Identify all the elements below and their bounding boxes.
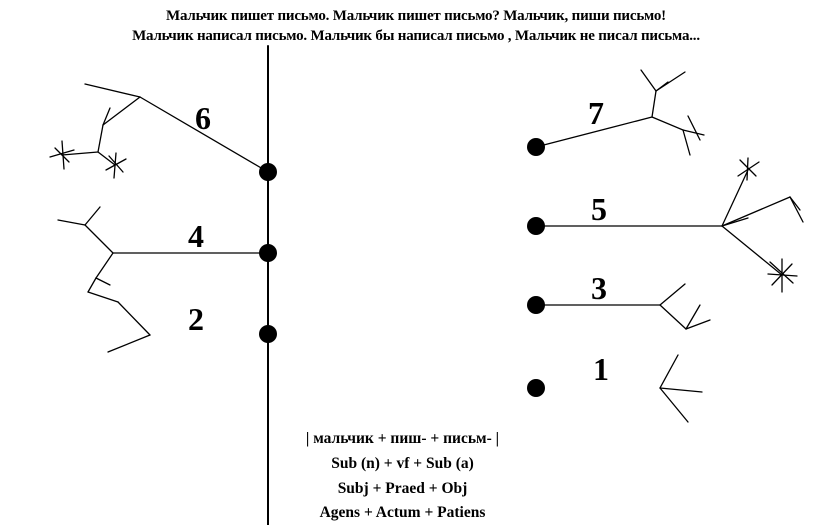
node-7 xyxy=(527,138,545,156)
formula-morphemes: | мальчик + пиш- + письм- | xyxy=(305,430,500,447)
branch-1 xyxy=(660,355,702,422)
branch-7 xyxy=(536,70,704,155)
example-sentences-line-1: Мальчик пишет письмо. Мальчик пишет письмо? Мальчик, пиши письмо! xyxy=(166,8,666,24)
formula-parts-of-speech: Sub (n) + vf + Sub (a) xyxy=(331,455,474,472)
node-5 xyxy=(527,217,545,235)
node-4 xyxy=(259,244,277,262)
label-7: 7 xyxy=(588,95,604,131)
label-3: 3 xyxy=(591,270,607,306)
branch-6 xyxy=(50,84,268,178)
node-3 xyxy=(527,296,545,314)
example-sentences-line-2: Мальчик написал письмо. Мальчик бы написал письмо , Мальчик не писал письма... xyxy=(132,28,700,44)
branch-5 xyxy=(536,158,803,292)
label-4: 4 xyxy=(188,218,204,254)
label-5: 5 xyxy=(591,191,607,227)
label-2: 2 xyxy=(188,301,204,337)
formula-syntax: Subj + Praed + Obj xyxy=(337,480,468,497)
node-2 xyxy=(259,325,277,343)
label-6: 6 xyxy=(195,100,211,136)
node-6 xyxy=(259,163,277,181)
label-1: 1 xyxy=(593,351,609,387)
node-1 xyxy=(527,379,545,397)
branch-3 xyxy=(536,284,710,329)
formula-semantic-roles: Agens + Actum + Patiens xyxy=(319,504,486,521)
branch-4 xyxy=(58,207,268,352)
